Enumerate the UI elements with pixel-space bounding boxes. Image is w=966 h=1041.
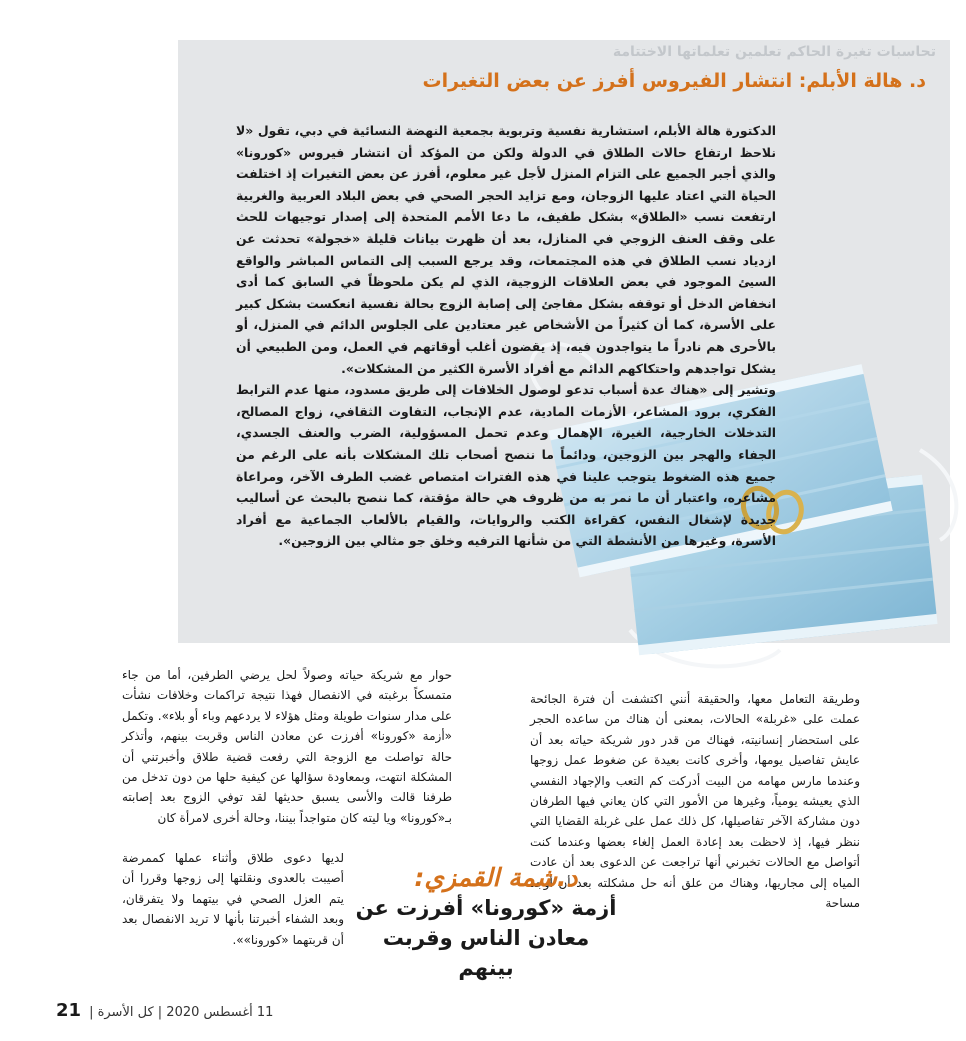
sidebar-paragraph: وتشير إلى «هناك عدة أسباب تدعو لوصول الخلافات إلى طريق مسدود، منها عدم الترابط الفكري، برود المشاعر، الأزمات المادية، عدم الإنجاب، التفاوت الثقافي، زواج المصالح، التدخلات الخارجية، الغيرة، الإهمال وعدم تحمل المسؤولية، الضرب والعنف الجسدي، الجفاء والهجر بين الزوجين، ودائماً ما ننصح أصحاب تلك المشكلات بأنه على الرغم من جميع هذه الضغوط يتوجب علينا في هذه الفترات امتصاص غضب الطرف الآخر، ومراعاة مشاعره، واعتبار أن ما نمر به من ظروف هي حالة مؤقتة، كما ننصح بالبحث عن أساليب جديدة لإشغال النفس، كقراءة الكتب والروايات، والقيام بالألعاب الجماعية مع أفراد الأسرة، وغيرها من الأنشطة التي من شأنها الترفيه وخلق جو مثالي بين الزوجين». xyxy=(236,382,776,549)
column-paragraph: حوار مع شريكة حياته وصولاً لحل يرضي الطرفين، أما من جاء متمسكاً برغبته في الانفصال فهذا نتيجة تراكمات وخلافات نشأت على مدار سنوات طويلة ومثل هؤلاء لا يردعهم وباء أو بلاء». وتكمل «أزمة «كورونا» أفرزت عن معادن الناس وقربت بينهم، وأتذكر حالة تواصلت مع الزوجة التي رفعت قضية طلاق وأخبرتني أن المشكلة انتهت، وبمعاودة سؤالها عن كيفية حلها من دون تدخل من طرفنا قالت والأسى يسبق حديثها لقد توفي الزوج بعد إصابته بـ«كورونا» ويا ليته كان متواجداً بيننا، وحالة أخرى لامرأة كان xyxy=(122,668,452,825)
footer-text: 11 أغسطس 2020 | كل الأسرة | xyxy=(89,1005,274,1020)
sidebar-paragraph: الدكتورة هالة الأبلم، استشارية نفسية وتربوية بجمعية النهضة النسائية في دبي، تقول «لا نلاحظ ارتفاع حالات الطلاق في الدولة ولكن من المؤكد أن انتشار فيروس «كورونا» والذي أجبر الجميع على التزام المنزل لأجل غير معلوم، أفرز عن بعض التغيرات إذ اختلفت الحياة التي اعتاد عليها الزوجان، ومع تزايد الحجر الصحي في بعض البلاد العربية والغربية ارتفعت نسب «الطلاق» بشكل طفيف، ما دعا الأمم المتحدة إلى إصدار توجيهات للحث على وقف العنف الزوجي في المنازل، بعد أن ظهرت بيانات قليلة «خجولة» تحدثت عن ازدياد نسب الطلاق في هذه المجتمعات، وقد يرجع السبب إلى التماس المباشر والواقع السيئ الموجود في بعض العلاقات الزوجية، الذي لم يكن ملحوظاً في السابق كما أدى انخفاض الدخل أو توقفه بشكل مفاجئ إلى إصابة الزوج بحالة نفسية انعكست بشكل كبير على الأسرة، كما أن كثيراً من الأشخاص غير معتادين على الجلوس الدائم في المنزل، أو بالأحرى هم نادراً ما يتواجدون فيه، إذ يقضون أغلب أوقاتهم في العمل، ومن الطبيعي أن يشكل تواجدهم واحتكاكهم الدائم مع أفراد الأسرة الكثير من المشكلات». xyxy=(236,123,776,376)
page-footer xyxy=(56,1000,273,1021)
column-paragraph: وطريقة التعامل معها، والحقيقة أنني اكتشفت أن فترة الجائحة عملت على «غربلة» الحالات، بمعنى أن هناك من ساعده الحجر على استحضار إنسانيته، فهناك من قدر دور شريكة حياته بعد أن عايش تفاصيل يومها، وأخرى كانت بعيدة عن ضغوط عمل زوجها وعندما مارس مهامه من البيت أدركت كم التعب والإجهاد النفسي الذي يعيشه يومياً، وغيرها من الأمور التي كان يعاني فيها الطرفان دون مشاركة الآخر تفاصيلها، كل ذلك عمل على غربلة القضايا التي ننظر فيها، إذ لاحظت بعد إعادة العمل إلغاء بعضها وعندما كنت أتواصل مع الحالات تخبرني أنها تراجعت عن الدعوى بعد أن عادت المياه إلى مجاريها، وهناك من علق أنه حل مشكلته بعد أن أوجد مساحة xyxy=(530,692,860,911)
column-paragraph: لديها دعوى طلاق وأثناء عملها كممرضة أصيبت بالعدوى ونقلتها إلى زوجها وقررا أن يتم العزل الصحي في بيتهما ولا يتفرقان، وبعد الشفاء أخبرتنا بأنها لا تريد الانفصال بعد أن قربتهما «كورونا»». xyxy=(122,851,344,947)
sidebar-body xyxy=(236,120,776,552)
sidebar-title: د. هالة الأبلم: انتشار الفيروس أفرز عن بعض التغيرات xyxy=(422,70,926,92)
pull-quote-text: أزمة «كورونا» أفرزت عن معادن الناس وقربت بينهم xyxy=(355,896,617,980)
page-number: 21 xyxy=(56,1000,82,1021)
ghost-header-text: تحاسبات تغيرة الحاكم تعلمين تعلماتها الاختتامة xyxy=(612,44,936,60)
pull-quote-name: د.شمة القمزي: xyxy=(414,863,578,892)
article-column-left xyxy=(122,665,452,947)
